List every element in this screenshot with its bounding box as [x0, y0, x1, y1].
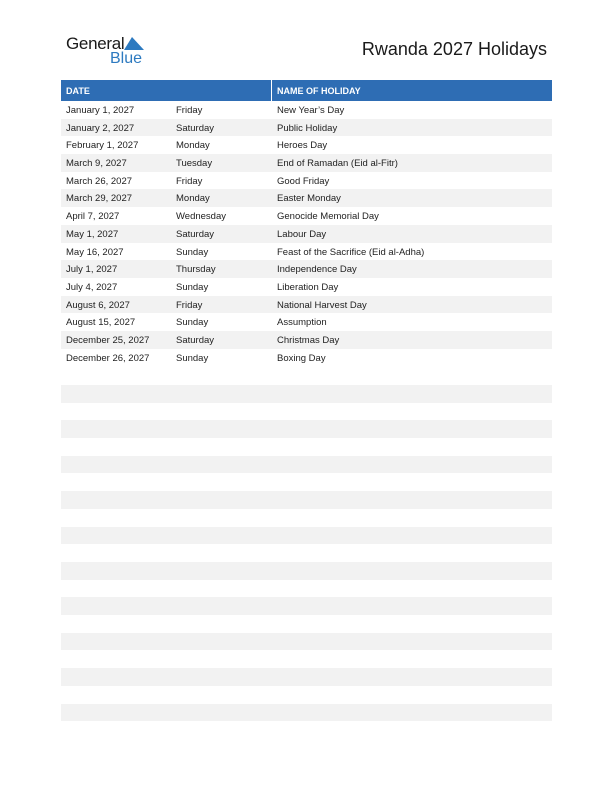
holiday-date: August 15, 2027: [66, 317, 136, 329]
holiday-weekday: Saturday: [176, 228, 215, 240]
table-row: [61, 243, 552, 261]
table-row: [61, 136, 552, 154]
holiday-table: [61, 80, 552, 366]
logo-text-general: General: [66, 34, 125, 53]
empty-row: [61, 633, 552, 651]
table-row: [61, 278, 552, 296]
empty-row: [61, 420, 552, 438]
empty-row: [61, 385, 552, 403]
holiday-date: July 1, 2027: [66, 264, 118, 276]
holiday-name: Public Holiday: [277, 122, 338, 134]
table-row: [61, 260, 552, 278]
empty-row: [61, 668, 552, 686]
holiday-date: January 1, 2027: [66, 105, 135, 116]
holiday-weekday: Friday: [176, 175, 203, 187]
holiday-weekday: Sunday: [176, 281, 209, 293]
logo-triangle-icon: [124, 37, 144, 51]
table-body: [61, 101, 552, 366]
holiday-weekday: Wednesday: [176, 211, 226, 223]
empty-row: [61, 704, 552, 722]
table-row: [61, 313, 552, 331]
table-row: [61, 349, 552, 367]
table-row: [61, 207, 552, 225]
empty-row: [61, 597, 552, 615]
empty-row: [61, 562, 552, 580]
empty-row: [61, 491, 552, 509]
holiday-weekday: Monday: [176, 140, 210, 152]
table-row: [61, 119, 552, 137]
holiday-weekday: Saturday: [176, 334, 215, 346]
holiday-date: July 4, 2027: [66, 281, 118, 293]
table-row: [61, 172, 552, 190]
table-header: [61, 80, 552, 101]
holiday-weekday: Saturday: [176, 122, 215, 134]
holiday-weekday: Monday: [176, 193, 210, 205]
holiday-weekday: Sunday: [176, 317, 209, 329]
holiday-name: Liberation Day: [277, 281, 339, 293]
generalblue-logo: [66, 34, 156, 70]
holiday-date: January 2, 2027: [66, 122, 135, 134]
holiday-weekday: Friday: [176, 105, 203, 116]
holiday-weekday: Thursday: [176, 264, 216, 276]
holiday-weekday: Sunday: [176, 352, 209, 364]
holiday-weekday: Sunday: [176, 246, 209, 258]
holiday-date: March 9, 2027: [66, 158, 127, 170]
holiday-name: National Harvest Day: [277, 299, 367, 311]
holiday-name: Assumption: [277, 317, 327, 329]
table-row: [61, 331, 552, 349]
logo-text-blue: Blue: [110, 50, 143, 67]
table-row: [61, 296, 552, 314]
holiday-weekday: Tuesday: [176, 158, 213, 170]
table-row: [61, 154, 552, 172]
table-row: [61, 101, 552, 119]
holiday-date: February 1, 2027: [66, 140, 139, 152]
holiday-date: March 26, 2027: [66, 175, 133, 187]
holiday-name: New Year’s Day: [277, 105, 345, 116]
holiday-weekday: Friday: [176, 299, 203, 311]
holiday-date: March 29, 2027: [66, 193, 133, 205]
table-row: [61, 189, 552, 207]
column-header-name: NAME OF HOLIDAY: [277, 86, 361, 96]
holiday-name: End of Ramadan (Eid al-Fitr): [277, 158, 398, 170]
column-header-date: DATE: [66, 86, 90, 96]
holiday-name: Boxing Day: [277, 352, 326, 364]
holiday-date: May 1, 2027: [66, 228, 119, 240]
holiday-name: Good Friday: [277, 175, 330, 187]
holiday-name: Feast of the Sacrifice (Eid al-Adha): [277, 246, 425, 258]
holiday-name: Christmas Day: [277, 334, 340, 346]
table-row: [61, 225, 552, 243]
holiday-date: April 7, 2027: [66, 211, 120, 223]
page-title: Rwanda 2027 Holidays: [361, 39, 547, 59]
column-divider: [271, 80, 272, 101]
holiday-name: Easter Monday: [277, 193, 341, 205]
holiday-name: Genocide Memorial Day: [277, 211, 379, 223]
holiday-date: August 6, 2027: [66, 299, 130, 311]
holiday-date: May 16, 2027: [66, 246, 124, 258]
holiday-name: Labour Day: [277, 228, 327, 240]
holiday-date: December 26, 2027: [66, 352, 150, 364]
holiday-name: Heroes Day: [277, 140, 328, 152]
holiday-name: Independence Day: [277, 264, 357, 276]
empty-row: [61, 527, 552, 545]
empty-row: [61, 456, 552, 474]
holiday-date: December 25, 2027: [66, 334, 150, 346]
